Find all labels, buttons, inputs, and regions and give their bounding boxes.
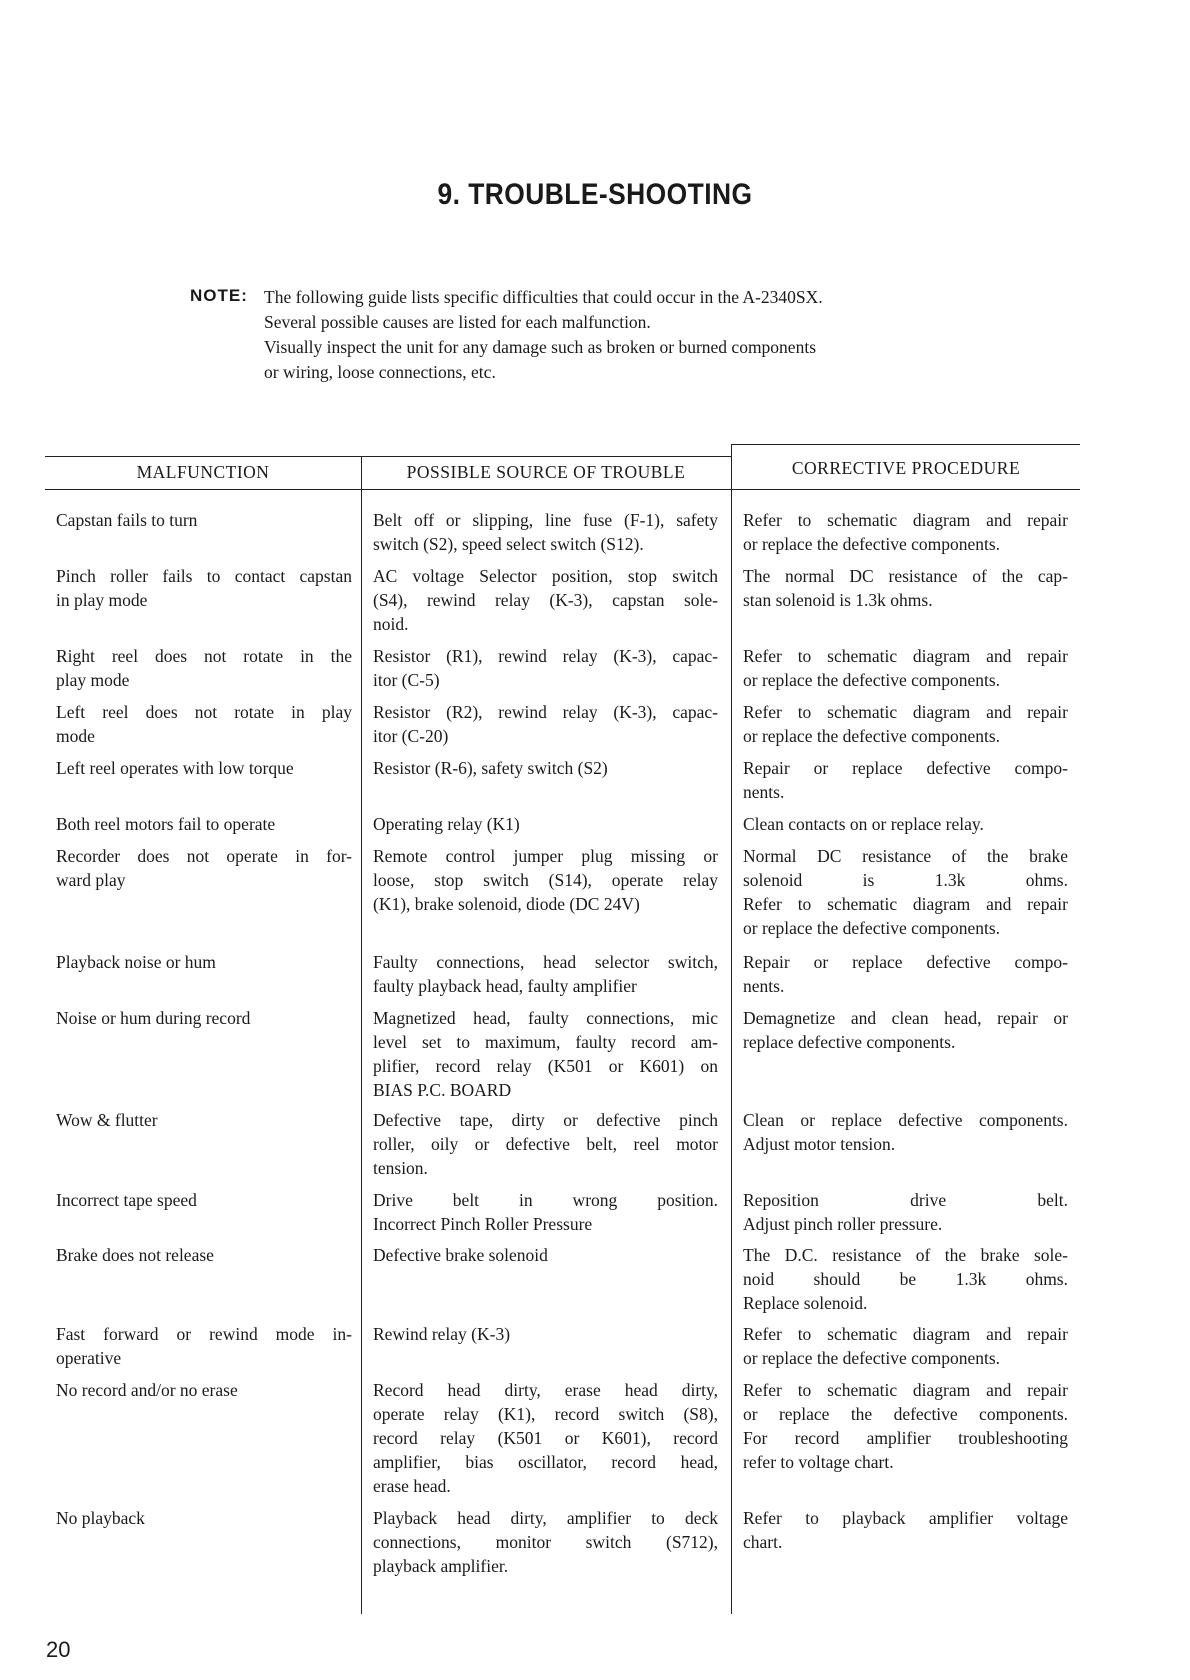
cell-line: Left reel operates with low torque	[56, 758, 294, 778]
procedure-cell	[743, 1506, 1068, 1554]
cell-line: solenoid is 1.3k ohms.	[743, 870, 1068, 890]
cell-line: nents.	[743, 782, 785, 802]
cell-line: Playback noise or hum	[56, 952, 216, 972]
malfunction-cell	[56, 1506, 352, 1530]
procedure-cell	[743, 1378, 1068, 1474]
table-header-rule	[45, 489, 1080, 490]
cell-line: (S4), rewind relay (K-3), capstan sole-	[373, 590, 718, 610]
column-divider-1	[361, 456, 362, 1614]
cell-line: itor (C-5)	[373, 670, 440, 690]
column-divider-2	[731, 444, 732, 1614]
cell-line: Right reel does not rotate in the	[56, 646, 352, 666]
note-line: Several possible causes are listed for each malfunction.	[264, 312, 651, 332]
cell-line: playback amplifier.	[373, 1556, 509, 1576]
cell-line: No playback	[56, 1508, 145, 1528]
cell-line: Defective brake solenoid	[373, 1245, 548, 1265]
page-title: 9. TROUBLE-SHOOTING	[437, 178, 753, 211]
cell-line: Refer to schematic diagram and repair	[743, 702, 1068, 722]
cell-line: or replace the defective components.	[743, 726, 1001, 746]
cell-line: Adjust motor tension.	[743, 1134, 896, 1154]
source-cell	[373, 756, 718, 780]
cell-line: Resistor (R2), rewind relay (K-3), capac-	[373, 702, 718, 722]
procedure-cell	[743, 1188, 1068, 1236]
cell-line: Normal DC resistance of the brake	[743, 846, 1068, 866]
cell-line: Belt off or slipping, line fuse (F-1), safety	[373, 510, 718, 530]
cell-line: BIAS P.C. BOARD	[373, 1080, 512, 1100]
note-line: or wiring, loose connections, etc.	[264, 362, 496, 382]
cell-line: Refer to schematic diagram and repair	[743, 646, 1068, 666]
source-cell	[373, 1108, 718, 1180]
source-cell	[373, 508, 718, 556]
malfunction-cell	[56, 1006, 352, 1030]
cell-line: Rewind relay (K-3)	[373, 1324, 511, 1344]
cell-line: (K1), brake solenoid, diode (DC 24V)	[373, 894, 640, 914]
cell-line: Both reel motors fail to operate	[56, 814, 276, 834]
page-number: 20	[46, 1637, 71, 1662]
cell-line: Resistor (R-6), safety switch (S2)	[373, 758, 608, 778]
cell-line: operative	[56, 1348, 122, 1368]
table-top-rule-left	[45, 456, 731, 457]
cell-line: Noise or hum during record	[56, 1008, 251, 1028]
malfunction-cell	[56, 1108, 352, 1132]
cell-line: record relay (K501 or K601), record	[373, 1428, 718, 1448]
procedure-cell	[743, 508, 1068, 556]
cell-line: AC voltage Selector position, stop switch	[373, 566, 718, 586]
procedure-cell	[743, 1006, 1068, 1054]
header-corrective-procedure: CORRECTIVE PROCEDURE	[791, 458, 1021, 478]
procedure-cell	[743, 644, 1068, 692]
procedure-cell	[743, 700, 1068, 748]
source-cell	[373, 1243, 718, 1267]
procedure-cell	[743, 844, 1068, 940]
cell-line: or replace the defective components.	[743, 918, 1001, 938]
cell-line: itor (C-20)	[373, 726, 449, 746]
cell-line: switch (S2), speed select switch (S12).	[373, 534, 644, 554]
malfunction-cell	[56, 644, 352, 692]
cell-line: Incorrect Pinch Roller Pressure	[373, 1214, 593, 1234]
cell-line: For record amplifier troubleshooting	[743, 1428, 1068, 1448]
procedure-cell	[743, 564, 1068, 612]
cell-line: or replace the defective components.	[743, 1348, 1001, 1368]
cell-line: level set to maximum, faulty record am-	[373, 1032, 718, 1052]
note-line: The following guide lists specific difficulties that could occur in the A-2340SX.	[264, 287, 823, 307]
cell-line: chart.	[743, 1532, 783, 1552]
cell-line: Pinch roller fails to contact capstan	[56, 566, 352, 586]
cell-line: Left reel does not rotate in play	[56, 702, 352, 722]
table-top-rule-right	[731, 444, 1080, 445]
cell-line: refer to voltage chart.	[743, 1452, 894, 1472]
cell-line: mode	[56, 726, 95, 746]
cell-line: in play mode	[56, 590, 148, 610]
procedure-cell	[743, 1243, 1068, 1315]
malfunction-cell	[56, 844, 352, 892]
cell-line: Reposition drive belt.	[743, 1190, 1068, 1210]
header-possible-source: POSSIBLE SOURCE OF TROUBLE	[406, 462, 686, 482]
cell-line: Record head dirty, erase head dirty,	[373, 1380, 718, 1400]
source-cell	[373, 1188, 718, 1236]
cell-line: roller, oily or defective belt, reel motor	[373, 1134, 718, 1154]
source-cell	[373, 1378, 718, 1498]
procedure-cell	[743, 950, 1068, 998]
cell-line: Capstan fails to turn	[56, 510, 198, 530]
cell-line: Clean contacts on or replace relay.	[743, 814, 984, 834]
cell-line: Repair or replace defective compo-	[743, 952, 1068, 972]
cell-line: Replace solenoid.	[743, 1293, 868, 1313]
cell-line: or replace the defective components.	[743, 534, 1001, 554]
cell-line: Fast forward or rewind mode in-	[56, 1324, 352, 1344]
source-cell	[373, 1506, 718, 1578]
cell-line: Magnetized head, faulty connections, mic	[373, 1008, 718, 1028]
cell-line: ward play	[56, 870, 126, 890]
cell-line: Refer to playback amplifier voltage	[743, 1508, 1068, 1528]
cell-line: noid should be 1.3k ohms.	[743, 1269, 1068, 1289]
cell-line: or replace the defective components.	[743, 1404, 1068, 1424]
procedure-cell	[743, 756, 1068, 804]
cell-line: Refer to schematic diagram and repair	[743, 510, 1068, 530]
cell-line: Faulty connections, head selector switch,	[373, 952, 718, 972]
malfunction-cell	[56, 508, 352, 532]
source-cell	[373, 950, 718, 998]
cell-line: The normal DC resistance of the cap-	[743, 566, 1068, 586]
source-cell	[373, 1322, 718, 1346]
malfunction-cell	[56, 950, 352, 974]
source-cell	[373, 700, 718, 748]
cell-line: Adjust pinch roller pressure.	[743, 1214, 943, 1234]
cell-line: Clean or replace defective components.	[743, 1110, 1068, 1130]
source-cell	[373, 1006, 718, 1102]
cell-line: Wow & flutter	[56, 1110, 158, 1130]
malfunction-cell	[56, 1378, 352, 1402]
cell-line: Playback head dirty, amplifier to deck	[373, 1508, 718, 1528]
cell-line: play mode	[56, 670, 130, 690]
cell-line: nents.	[743, 976, 785, 996]
source-cell	[373, 812, 718, 836]
source-cell	[373, 564, 718, 636]
cell-line: replace defective components.	[743, 1032, 956, 1052]
cell-line: Incorrect tape speed	[56, 1190, 197, 1210]
cell-line: Operating relay (K1)	[373, 814, 520, 834]
cell-line: amplifier, bias oscillator, record head,	[373, 1452, 718, 1472]
cell-line: Recorder does not operate in for-	[56, 846, 352, 866]
cell-line: Repair or replace defective compo-	[743, 758, 1068, 778]
cell-line: faulty playback head, faulty amplifier	[373, 976, 637, 996]
cell-line: loose, stop switch (S14), operate relay	[373, 870, 718, 890]
note-text	[264, 285, 984, 385]
malfunction-cell	[56, 812, 352, 836]
source-cell	[373, 644, 718, 692]
cell-line: Refer to schematic diagram and repair	[743, 894, 1068, 914]
note-label: NOTE:	[190, 286, 248, 305]
cell-line: Resistor (R1), rewind relay (K-3), capac-	[373, 646, 718, 666]
cell-line: connections, monitor switch (S712),	[373, 1532, 718, 1552]
procedure-cell	[743, 812, 1068, 836]
cell-line: Defective tape, dirty or defective pinch	[373, 1110, 718, 1130]
cell-line: or replace the defective components.	[743, 670, 1001, 690]
cell-line: noid.	[373, 614, 409, 634]
cell-line: Remote control jumper plug missing or	[373, 846, 718, 866]
cell-line: No record and/or no erase	[56, 1380, 238, 1400]
cell-line: Refer to schematic diagram and repair	[743, 1324, 1068, 1344]
cell-line: Brake does not release	[56, 1245, 214, 1265]
malfunction-cell	[56, 1322, 352, 1370]
cell-line: tension.	[373, 1158, 428, 1178]
malfunction-cell	[56, 700, 352, 748]
header-malfunction: MALFUNCTION	[136, 462, 270, 482]
cell-line: erase head.	[373, 1476, 451, 1496]
cell-line: The D.C. resistance of the brake sole-	[743, 1245, 1068, 1265]
procedure-cell	[743, 1322, 1068, 1370]
procedure-cell	[743, 1108, 1068, 1156]
cell-line: Drive belt in wrong position.	[373, 1190, 718, 1210]
source-cell	[373, 844, 718, 916]
malfunction-cell	[56, 756, 352, 780]
cell-line: Refer to schematic diagram and repair	[743, 1380, 1068, 1400]
cell-line: plifier, record relay (K501 or K601) on	[373, 1056, 718, 1076]
cell-line: Demagnetize and clean head, repair or	[743, 1008, 1068, 1028]
malfunction-cell	[56, 1188, 352, 1212]
cell-line: stan solenoid is 1.3k ohms.	[743, 590, 933, 610]
malfunction-cell	[56, 564, 352, 612]
cell-line: operate relay (K1), record switch (S8),	[373, 1404, 718, 1424]
note-line: Visually inspect the unit for any damage such as broken or burned components	[264, 337, 817, 357]
malfunction-cell	[56, 1243, 352, 1267]
